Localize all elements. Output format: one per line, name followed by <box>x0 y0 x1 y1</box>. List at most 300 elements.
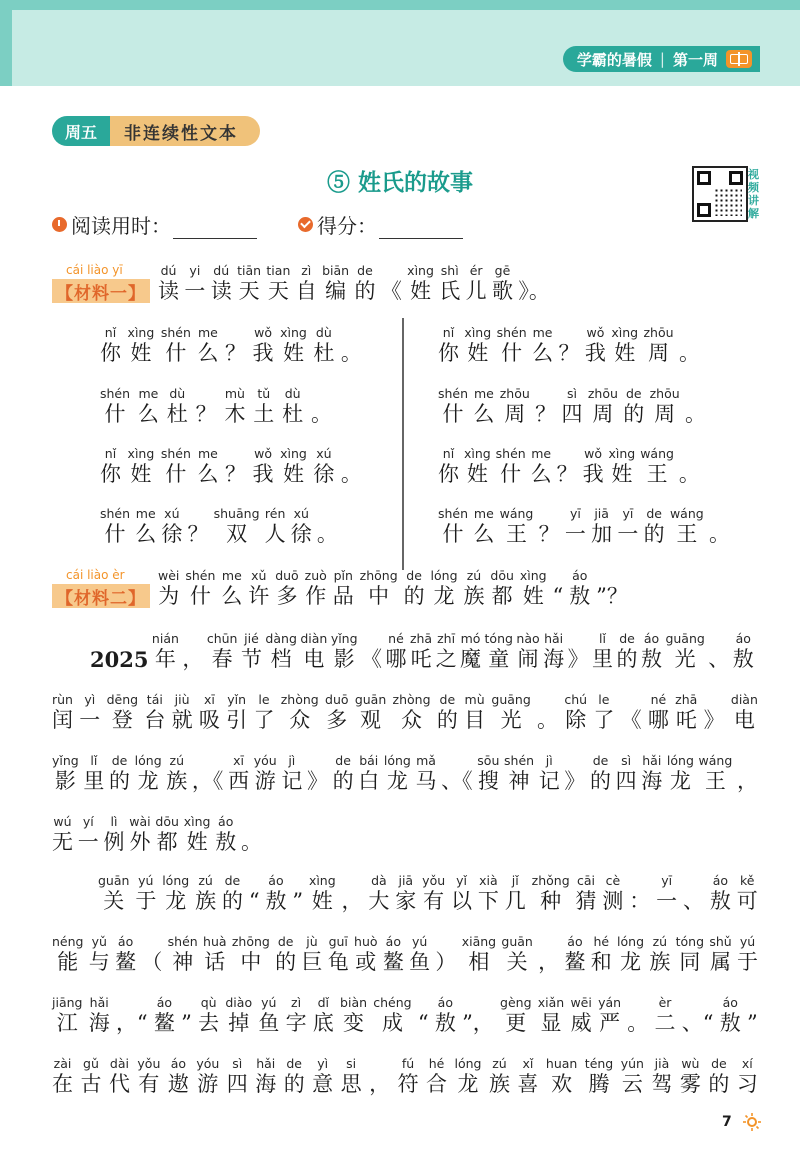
ruby-char <box>576 873 597 915</box>
material-one-label: 【材料一】 <box>52 279 150 303</box>
ruby-char <box>460 631 481 673</box>
hanzi: 搜 <box>477 769 499 793</box>
hanzi: 2025 <box>90 647 149 672</box>
material-two-pinyin: cái liào èr <box>66 568 125 582</box>
hanzi: 里 <box>83 769 105 793</box>
pinyin: hǎi <box>256 1056 276 1071</box>
hanzi: ，《 <box>191 769 224 793</box>
hanzi: 代 <box>108 1072 130 1096</box>
hanzi: 多 <box>326 708 348 732</box>
pinyin: áo <box>712 873 729 888</box>
pinyin: zú <box>466 568 482 583</box>
hanzi: 一 <box>77 830 99 854</box>
text-line-poem2-l4 <box>438 506 730 548</box>
pinyin: shǔ <box>709 934 732 949</box>
hanzi: 歌 <box>491 279 513 303</box>
hanzi: 你 <box>438 462 459 486</box>
hanzi: （ <box>141 950 163 974</box>
hanzi: 电 <box>733 708 755 732</box>
pinyin: shén <box>160 325 191 340</box>
ruby-char <box>360 568 398 610</box>
hanzi: 我 <box>252 341 274 365</box>
pinyin: me <box>138 386 159 401</box>
page-title: ⑤ 姓氏的故事 <box>326 169 473 196</box>
ruby-char <box>588 386 618 428</box>
ruby-char <box>253 386 274 428</box>
day-tag <box>52 116 260 146</box>
ruby-char <box>141 934 162 976</box>
pinyin: lóng <box>430 568 458 583</box>
hanzi: 敖 <box>434 1011 456 1035</box>
ruby-char <box>565 506 586 548</box>
qr-corner <box>697 203 711 217</box>
ruby-char <box>621 1056 644 1098</box>
hanzi: 一 <box>184 279 206 303</box>
hanzi: 么 <box>197 462 219 486</box>
ruby-char <box>665 631 704 673</box>
hanzi: ， <box>538 950 560 974</box>
pinyin: dà <box>371 873 387 888</box>
pinyin: chú <box>564 692 588 707</box>
pinyin: shén <box>185 568 216 583</box>
hanzi: 档 <box>270 647 292 671</box>
hanzi: ” <box>292 889 304 913</box>
score-label: 得分： <box>317 214 377 238</box>
ruby-char <box>225 446 246 488</box>
hanzi: 例 <box>103 830 125 854</box>
hanzi: 中 <box>240 950 262 974</box>
pinyin: néng <box>52 934 84 949</box>
pinyin: tiān <box>237 263 262 278</box>
ruby-char <box>602 873 623 915</box>
qr-code-icon[interactable] <box>692 166 748 222</box>
hanzi: 什 <box>500 462 522 486</box>
score <box>298 210 463 239</box>
hanzi: 游 <box>197 1072 219 1096</box>
pinyin: wù <box>681 1056 700 1071</box>
pinyin: hé <box>428 1056 445 1071</box>
pinyin: zhī <box>437 631 456 646</box>
hanzi: 》 <box>306 769 328 793</box>
pinyin: áo <box>722 995 738 1010</box>
pinyin: si <box>346 1056 357 1071</box>
pinyin: guān <box>98 873 130 888</box>
ruby-char <box>598 995 621 1037</box>
pinyin: tǔ <box>257 386 271 401</box>
pinyin: jiā <box>398 873 414 888</box>
reading-time-field[interactable] <box>173 218 257 239</box>
hanzi: 习 <box>736 1072 758 1096</box>
pinyin: xìng <box>183 814 211 829</box>
ruby-char <box>463 568 484 610</box>
pinyin: guān <box>501 934 533 949</box>
pinyin: sì <box>567 386 577 401</box>
hanzi: 游 <box>254 769 276 793</box>
hanzi: 。 <box>537 708 559 732</box>
hanzi: 有 <box>138 1072 160 1096</box>
ruby-char <box>83 753 104 795</box>
poem-divider <box>402 318 404 570</box>
pinyin: xí <box>741 1056 753 1071</box>
ruby-char <box>215 814 236 856</box>
ruby-char <box>583 446 604 488</box>
ruby-char <box>155 814 179 856</box>
hanzi: 海 <box>543 647 565 671</box>
pinyin: yī <box>569 506 581 521</box>
hanzi: 姓 <box>282 341 304 365</box>
ruby-char <box>383 934 404 976</box>
hanzi: 的 <box>643 522 665 546</box>
ruby-char <box>562 386 583 428</box>
hanzi: 四 <box>615 769 637 793</box>
pinyin: dàng <box>265 631 297 646</box>
pinyin: yǔ <box>91 934 107 949</box>
ruby-char <box>312 1056 333 1098</box>
hanzi: 族 <box>195 889 217 913</box>
pinyin: jì <box>545 753 553 768</box>
ruby-char <box>733 631 754 673</box>
ruby-char <box>280 325 307 367</box>
pinyin: shén <box>160 446 191 461</box>
pinyin: jié <box>244 631 259 646</box>
ruby-char <box>451 873 472 915</box>
pinyin: tóng <box>675 934 705 949</box>
ruby-char <box>265 631 296 673</box>
pinyin: rén <box>264 506 286 521</box>
ruby-char <box>436 631 457 673</box>
hanzi: “ <box>248 889 260 913</box>
ruby-char <box>135 753 162 795</box>
pinyin: wèi <box>158 568 180 583</box>
hanzi: 。 <box>240 830 262 854</box>
ruby-char <box>358 753 379 795</box>
hanzi: 大 <box>368 889 390 913</box>
ruby-char <box>241 814 262 856</box>
pinyin: tian <box>266 263 291 278</box>
hanzi: ？ <box>187 522 209 546</box>
ruby-char <box>409 934 430 976</box>
pinyin: zhōu <box>499 386 530 401</box>
pinyin: xú <box>293 506 309 521</box>
ruby-char <box>395 873 416 915</box>
pinyin: jiā <box>594 506 609 521</box>
hanzi: 周 <box>504 402 526 426</box>
hanzi: 族 <box>649 950 671 974</box>
hanzi: 了 <box>593 708 615 732</box>
ruby-char <box>79 692 100 734</box>
pinyin: gèng <box>500 995 532 1010</box>
hanzi: 外 <box>129 830 151 854</box>
pinyin: xìng <box>127 325 155 340</box>
ruby-char <box>491 692 530 734</box>
ruby-char <box>568 631 589 673</box>
ruby-char <box>52 814 73 856</box>
pinyin: lóng <box>162 873 190 888</box>
hanzi: ” <box>181 1011 192 1035</box>
day-label: 周五 <box>52 116 110 146</box>
pinyin: zì <box>291 995 302 1010</box>
hanzi: 。 <box>340 341 362 365</box>
pinyin: de <box>286 1056 302 1071</box>
hanzi: 鳌 <box>382 950 404 974</box>
hanzi: 为 <box>158 584 180 608</box>
hanzi: 四 <box>561 402 583 426</box>
ruby-char <box>473 386 494 428</box>
ruby-char <box>282 386 303 428</box>
hanzi: 品 <box>332 584 354 608</box>
pinyin: jiāng <box>52 995 83 1010</box>
pinyin: lǐ <box>90 753 98 768</box>
hanzi: 读 <box>210 279 232 303</box>
ruby-char <box>241 631 262 673</box>
hanzi: 王 <box>676 522 698 546</box>
hanzi: 属 <box>710 950 731 974</box>
pinyin: wáng <box>640 446 674 461</box>
ruby-char <box>438 386 468 428</box>
pinyin: áo <box>567 934 583 949</box>
hanzi: 龙 <box>433 584 455 608</box>
ruby-char <box>305 568 327 610</box>
hanzi: 的 <box>708 1072 730 1096</box>
ruby-char <box>685 386 706 428</box>
ruby-char <box>115 934 136 976</box>
ruby-char <box>596 568 628 610</box>
hanzi: 台 <box>144 708 166 732</box>
hanzi: 敖 <box>215 830 237 854</box>
ruby-char <box>496 446 526 488</box>
pinyin: zhōu <box>649 386 680 401</box>
pinyin: dǐ <box>317 995 329 1010</box>
hanzi: 合 <box>426 1072 448 1096</box>
hanzi: 周 <box>648 341 670 365</box>
hanzi: 电 <box>303 647 325 671</box>
pinyin: shì <box>440 263 459 278</box>
ruby-char <box>196 386 217 428</box>
ruby-char <box>172 692 193 734</box>
top-band <box>0 0 800 86</box>
ruby-char <box>225 995 252 1037</box>
ruby-char <box>539 753 560 795</box>
hanzi: 。 <box>708 522 730 546</box>
ruby-char <box>199 692 220 734</box>
ruby-char <box>309 873 336 915</box>
pinyin: nǐ <box>104 325 117 340</box>
pinyin: guī <box>328 934 348 949</box>
ruby-char <box>52 995 82 1037</box>
hanzi: ” <box>746 1011 758 1035</box>
text-line-para2-l3 <box>52 995 758 1037</box>
ruby-char <box>109 753 130 795</box>
pinyin: mù <box>464 692 485 707</box>
pinyin: xìng <box>608 446 636 461</box>
ruby-char <box>258 995 279 1037</box>
hanzi: “ <box>417 1011 429 1035</box>
ruby-char <box>679 446 700 488</box>
text-line-para1-l1 <box>90 631 754 673</box>
hanzi: ？ <box>195 402 217 426</box>
ruby-char <box>158 568 179 610</box>
hanzi: 你 <box>438 341 459 365</box>
ruby-char <box>585 1056 613 1098</box>
hanzi: 敖 <box>569 584 591 608</box>
hanzi: 敖 <box>640 647 662 671</box>
hanzi: 江 <box>56 1011 78 1035</box>
header-separator: | <box>659 50 665 68</box>
ruby-char <box>629 873 650 915</box>
pinyin: xìng <box>464 325 492 340</box>
hanzi: 雾 <box>679 1072 701 1096</box>
hanzi: 无 <box>52 830 73 854</box>
ruby-char <box>699 753 733 795</box>
ruby-char <box>704 692 725 734</box>
pinyin: biān <box>322 263 350 278</box>
pinyin: yī <box>622 506 634 521</box>
ruby-char <box>184 263 205 305</box>
text-line-poem2-l3 <box>438 446 700 488</box>
score-field[interactable] <box>379 218 463 239</box>
pinyin: de <box>625 386 642 401</box>
hanzi: 敖 <box>709 889 731 913</box>
ruby-char <box>505 873 526 915</box>
hanzi: 威 <box>570 1011 592 1035</box>
hanzi: 光 <box>500 708 522 732</box>
ruby-char <box>617 934 644 976</box>
hanzi: ） <box>435 950 457 974</box>
hanzi: 海 <box>255 1072 277 1096</box>
hanzi: 春 <box>211 647 233 671</box>
ruby-char <box>197 325 218 367</box>
ruby-char <box>109 1056 130 1098</box>
ruby-char <box>307 753 328 795</box>
hanzi: 。 <box>685 402 706 426</box>
text-line-para1-l2 <box>52 692 758 734</box>
pinyin: de <box>111 753 128 768</box>
hanzi: 族 <box>488 1072 510 1096</box>
header-week: 第一周 <box>672 50 718 69</box>
ruby-char <box>649 934 670 976</box>
ruby-char <box>650 386 680 428</box>
pinyin: hǎi <box>89 995 109 1010</box>
ruby-char <box>203 934 227 976</box>
hanzi: 记 <box>281 769 303 793</box>
ruby-char <box>195 873 216 915</box>
ruby-char <box>325 692 349 734</box>
pinyin: èr <box>658 995 672 1010</box>
pinyin: áo <box>735 631 751 646</box>
hanzi: 么 <box>532 341 554 365</box>
page-number: 7 <box>722 1114 732 1130</box>
ruby-char <box>342 873 363 915</box>
ruby-char <box>656 873 677 915</box>
text-line-para2-l4 <box>52 1056 758 1098</box>
pinyin: yún <box>620 1056 644 1071</box>
ruby-char <box>135 873 156 915</box>
hanzi: 么 <box>221 584 243 608</box>
ruby-char <box>431 568 458 610</box>
pinyin: jǐ <box>511 873 519 888</box>
ruby-char <box>398 1056 419 1098</box>
ruby-char <box>161 506 182 548</box>
hanzi: 人 <box>264 522 286 546</box>
qr-video-label: 视频讲解 <box>748 168 759 220</box>
hanzi: 么 <box>135 522 157 546</box>
ruby-char <box>152 631 179 673</box>
ruby-char <box>104 814 125 856</box>
pinyin: mù <box>224 386 245 401</box>
hanzi: 徐 <box>313 462 335 486</box>
hanzi: 欢 <box>551 1072 573 1096</box>
hanzi: 显 <box>540 1011 562 1035</box>
hanzi: 的 <box>616 647 638 671</box>
pinyin: wǒ <box>254 446 272 461</box>
ruby-char <box>537 692 558 734</box>
hanzi: 遨 <box>167 1072 189 1096</box>
hanzi: 木 <box>224 402 246 426</box>
hanzi: 吸 <box>198 708 220 732</box>
ruby-char <box>161 325 191 367</box>
ruby-char <box>116 995 148 1037</box>
ruby-char <box>621 692 642 734</box>
hanzi: 王 <box>646 462 668 486</box>
pinyin: gē <box>494 263 511 278</box>
ruby-char <box>275 568 299 610</box>
ruby-char <box>708 631 729 673</box>
text-line-poem1-l3 <box>100 446 362 488</box>
clock-icon <box>52 217 67 232</box>
pinyin: xiāng <box>461 934 497 949</box>
hanzi: 了 <box>253 708 275 732</box>
pinyin: yán <box>598 995 622 1010</box>
hanzi: 姓 <box>282 462 304 486</box>
hanzi: 。 <box>627 1011 649 1035</box>
ruby-char <box>731 692 758 734</box>
ruby-char <box>492 263 513 305</box>
ruby-char <box>709 506 730 548</box>
pinyin: yǐn <box>227 692 247 707</box>
pinyin: de <box>439 692 456 707</box>
ruby-char <box>655 995 676 1037</box>
pinyin: xiǎn <box>537 995 565 1010</box>
material-two-tag <box>52 568 150 616</box>
ruby-char <box>340 995 367 1037</box>
hanzi: 的 <box>354 279 376 303</box>
ruby-char <box>129 814 150 856</box>
hanzi: 吒 <box>675 708 697 732</box>
hanzi: 的 <box>590 769 611 793</box>
ruby-char <box>207 631 238 673</box>
ruby-char <box>640 446 674 488</box>
hanzi: 许 <box>248 584 270 608</box>
hanzi: 喜 <box>517 1072 539 1096</box>
ruby-char <box>265 873 286 915</box>
ruby-char <box>333 568 354 610</box>
hanzi: 姓 <box>311 889 333 913</box>
ruby-char <box>313 325 334 367</box>
ruby-char <box>591 934 612 976</box>
hanzi: ？ <box>556 462 578 486</box>
hanzi: 姓 <box>614 341 636 365</box>
hanzi: 龙 <box>137 769 159 793</box>
pinyin: de <box>335 753 351 768</box>
ruby-char <box>464 692 485 734</box>
hanzi: 更 <box>505 1011 527 1035</box>
pinyin: shén <box>495 446 526 461</box>
pinyin: xǐ <box>522 1056 534 1071</box>
hanzi: 关 <box>103 889 125 913</box>
ruby-char <box>497 325 527 367</box>
ruby-char <box>627 995 648 1037</box>
pinyin: ér <box>469 263 483 278</box>
